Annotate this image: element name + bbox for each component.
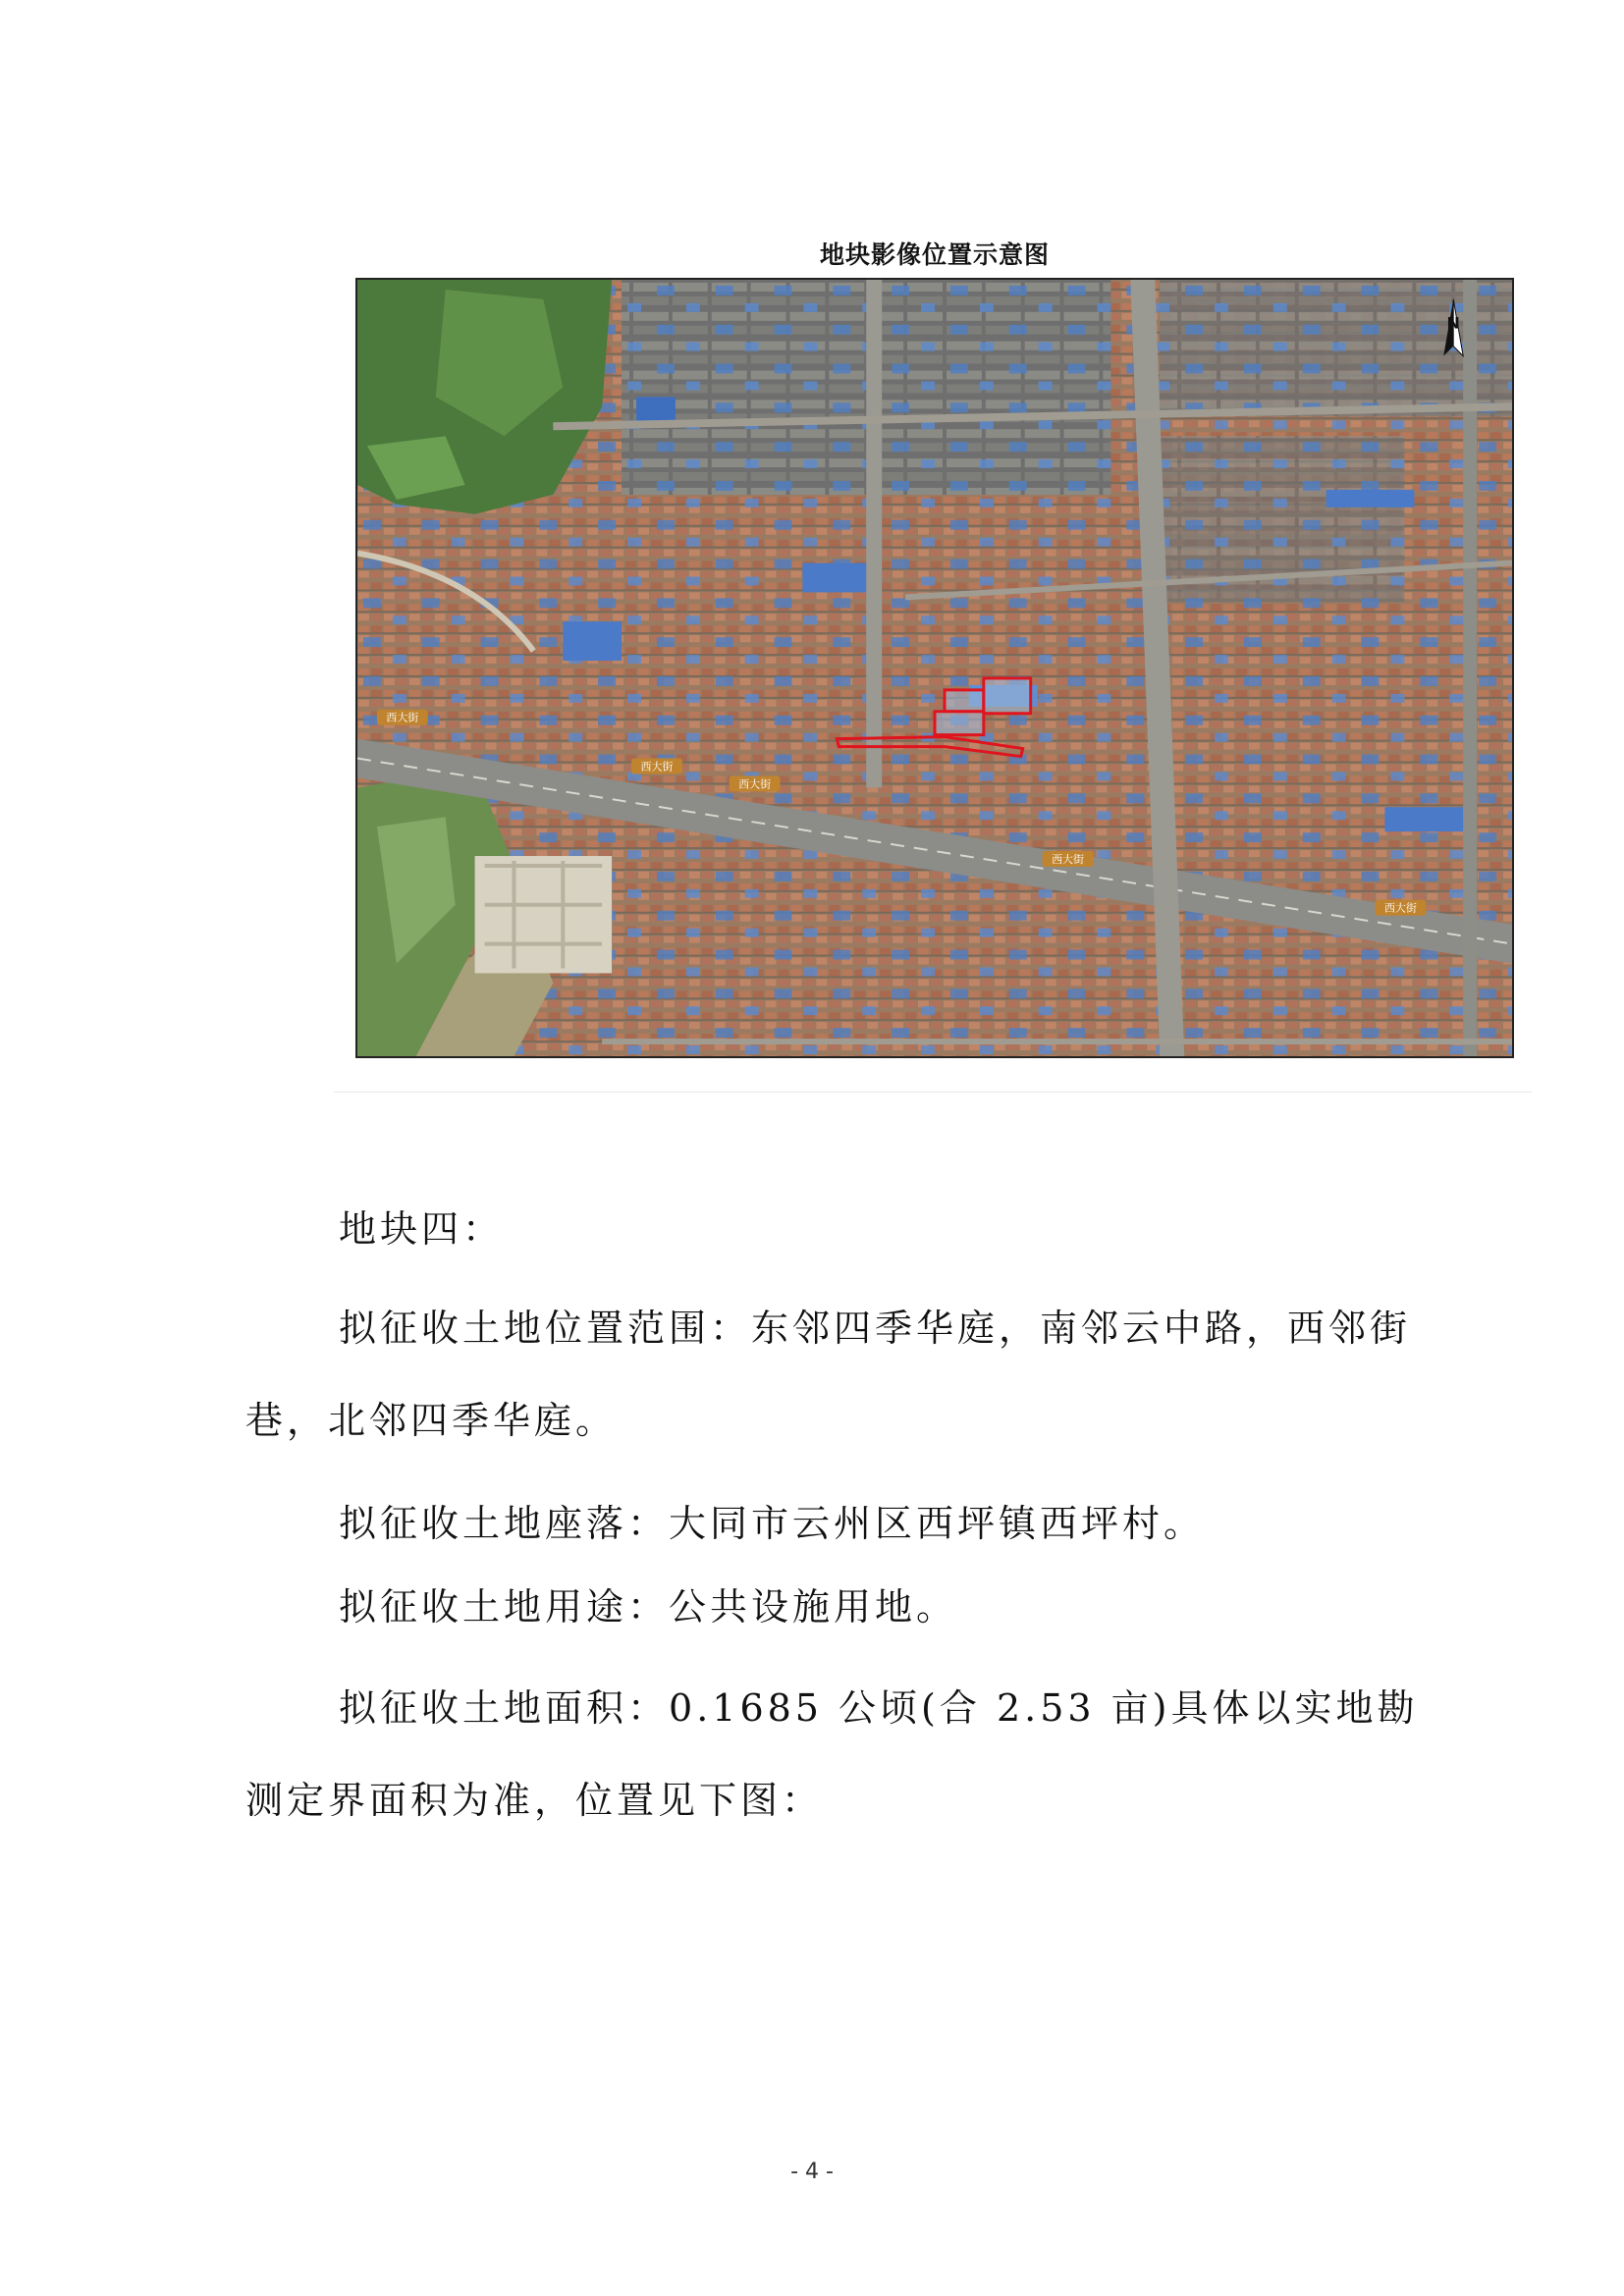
figure-title: 地块影像位置示意图 bbox=[819, 240, 1050, 269]
paragraph-range bbox=[245, 1282, 1443, 1467]
road-label: 西大街 bbox=[1383, 901, 1417, 915]
location-text: 大同市云州区西坪镇西坪村。 bbox=[669, 1502, 1206, 1545]
range-label: 拟征收土地位置范围： bbox=[339, 1307, 752, 1350]
area-text: 0.1685 公顷(合 2.53 亩)具体以实地勘测定界面积为准，位置见下图： bbox=[245, 1686, 1419, 1822]
use-label: 拟征收土地用途： bbox=[339, 1585, 670, 1629]
satellite-map bbox=[355, 278, 1514, 1058]
parcel-heading: 地块四： bbox=[339, 1207, 505, 1251]
area-label: 拟征收土地面积： bbox=[339, 1686, 670, 1730]
figure-divider bbox=[334, 1092, 1532, 1093]
paragraph-location bbox=[339, 1477, 1537, 1570]
use-text: 公共设施用地。 bbox=[669, 1585, 958, 1629]
road-label: 西大街 bbox=[738, 777, 772, 791]
road-label: 西大街 bbox=[386, 711, 419, 724]
north-label: N bbox=[1446, 313, 1460, 333]
location-label: 拟征收土地座落： bbox=[339, 1502, 670, 1545]
road-label: 西大街 bbox=[1052, 853, 1084, 866]
paragraph-area bbox=[245, 1662, 1443, 1846]
satellite-image bbox=[357, 280, 1512, 1056]
range-text: 东邻四季华庭，南邻云中路，西邻街巷，北邻四季华庭。 bbox=[245, 1307, 1412, 1442]
road-label: 西大街 bbox=[640, 760, 674, 774]
paragraph-use bbox=[339, 1561, 1537, 1653]
page-number: - 4 - bbox=[790, 2160, 834, 2184]
